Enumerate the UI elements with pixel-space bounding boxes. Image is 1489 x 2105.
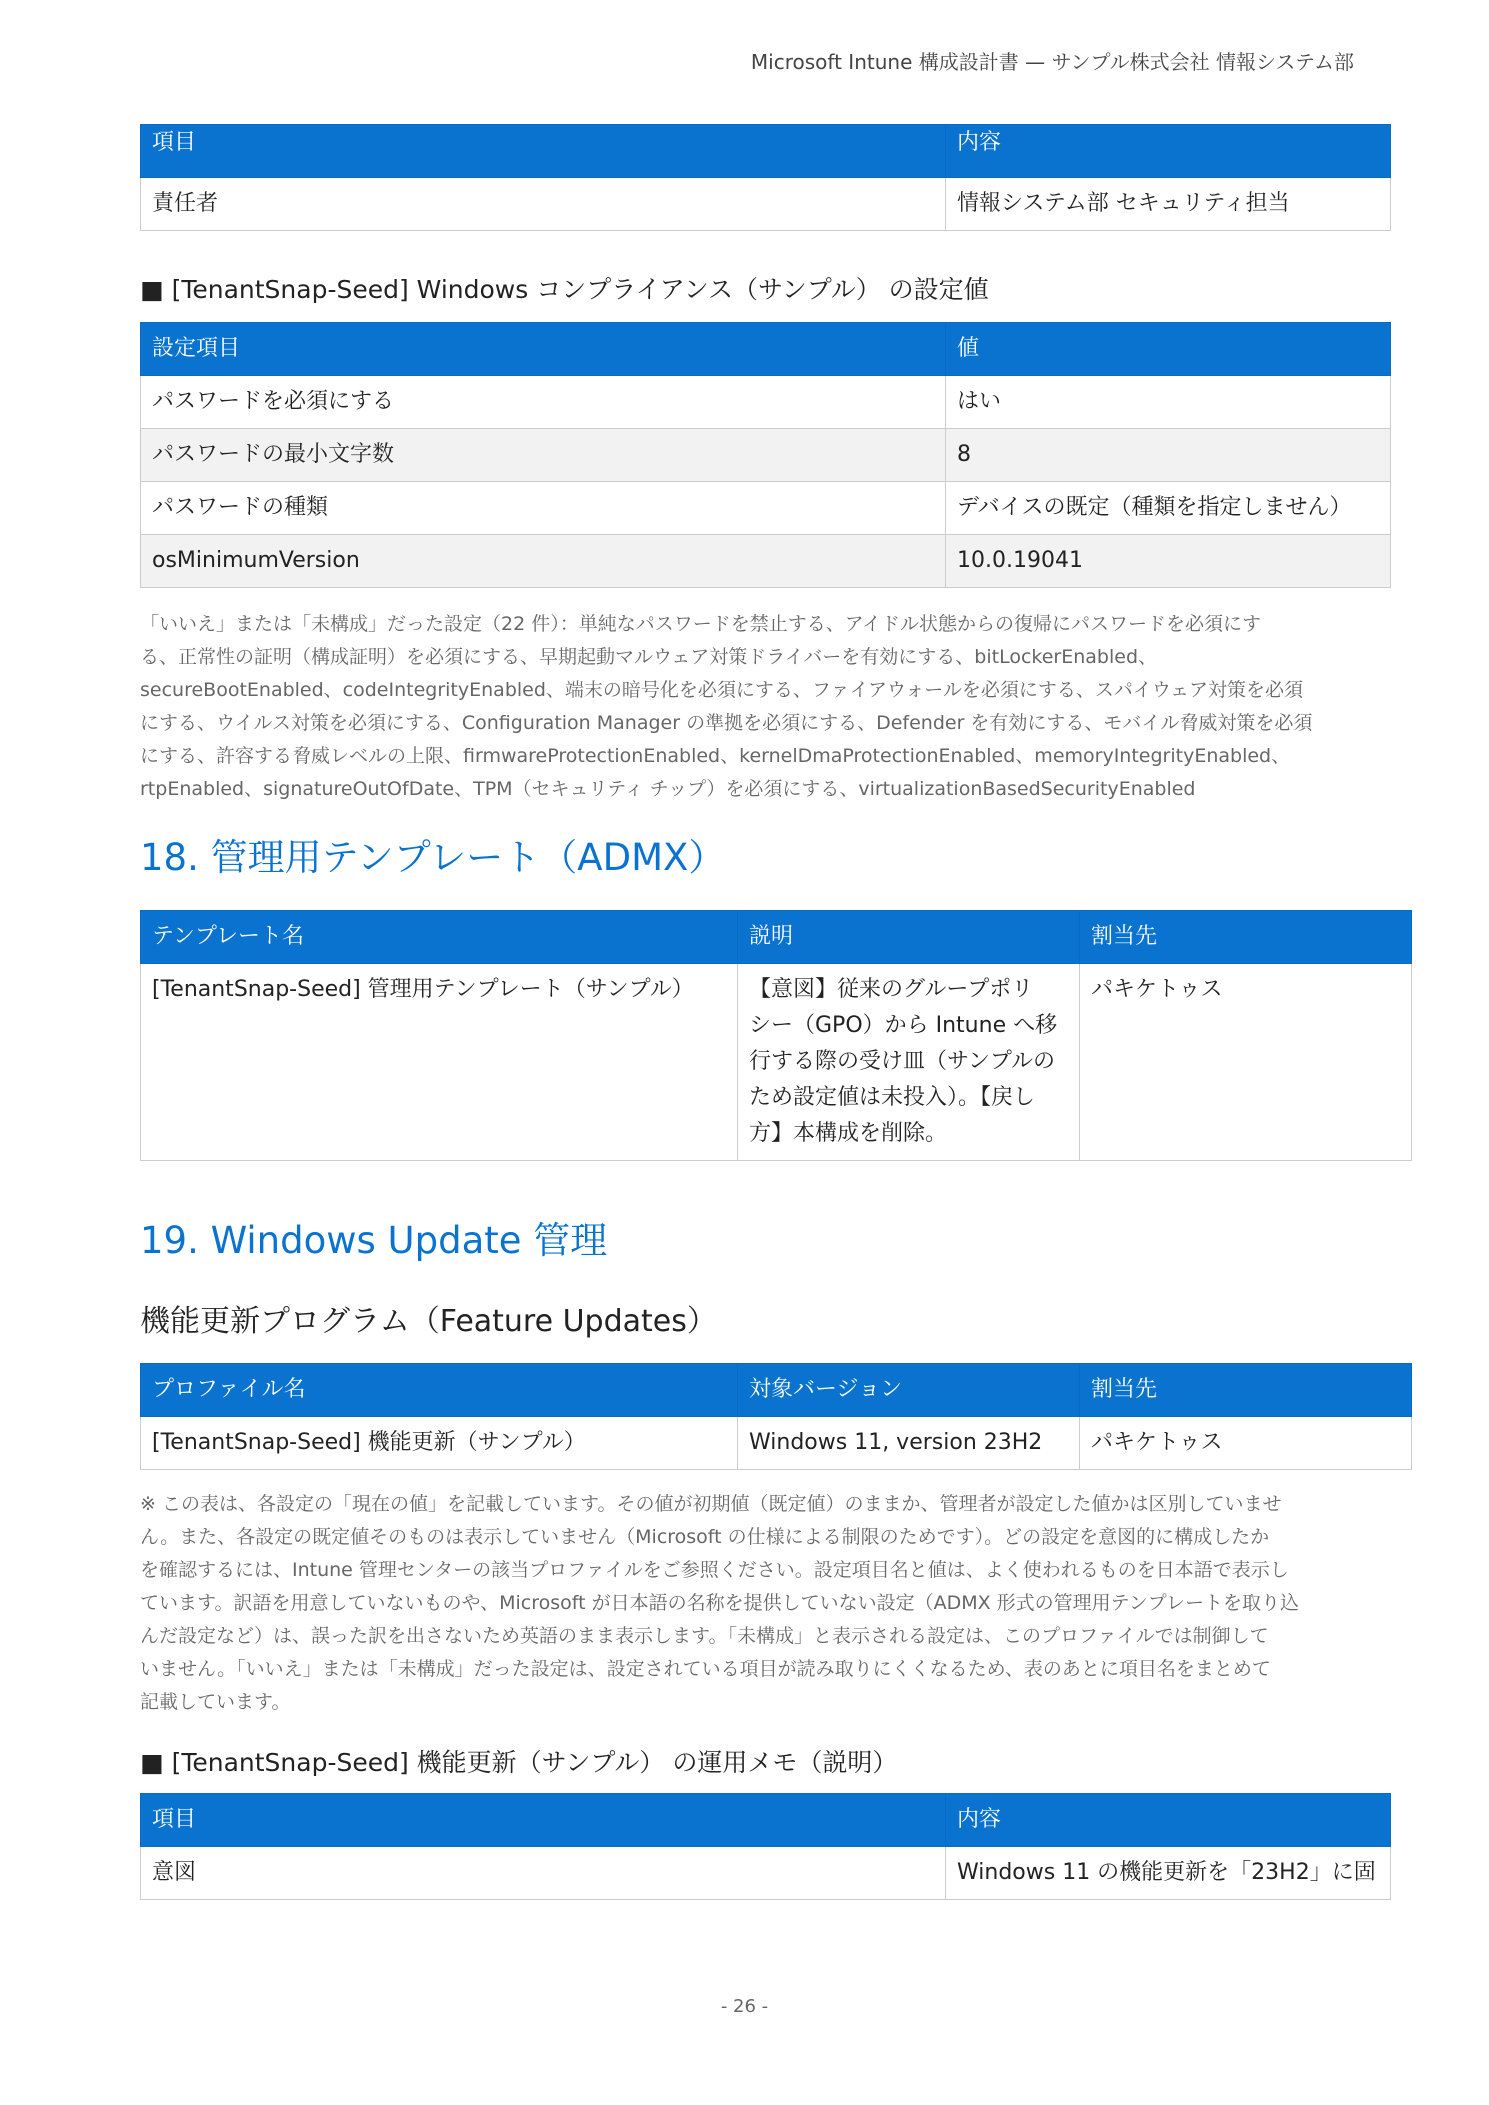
note-line: secureBootEnabled、codeIntegrityEnabled、端末の暗号化を必須にする、ファイアウォールを必須にする、スパイウェア対策を必須 [140, 679, 1304, 701]
column-header: テンプレート名 [141, 911, 738, 964]
description-line: 方】本構成を削除。 [749, 1121, 948, 1146]
column-header: プロファイル名 [141, 1364, 738, 1417]
owner-table [140, 124, 1391, 231]
column-header: 項目 [141, 1794, 946, 1847]
column-header: 割当先 [1080, 911, 1412, 964]
description-line: 行する際の受け皿（サンプルの [749, 1049, 1056, 1074]
memo-heading: ■ [TenantSnap-Seed] 機能更新（サンプル） の運用メモ（説明） [140, 1748, 898, 1777]
table-cell: 意図 [141, 1847, 946, 1900]
table-row [141, 1417, 1412, 1470]
table-header-row [141, 1794, 1391, 1847]
table-row [141, 178, 1391, 231]
table-header-row [141, 1364, 1412, 1417]
compliance-note [140, 608, 1360, 806]
column-header: 項目 [141, 125, 946, 178]
compliance-heading: ■ [TenantSnap-Seed] Windows コンプライアンス（サンプル） の設定値 [140, 275, 989, 304]
table-cell: デバイスの既定（種類を指定しません） [946, 482, 1391, 535]
description-line: シー（GPO）から Intune へ移 [749, 1013, 1058, 1038]
template-name-cell: [TenantSnap-Seed] 管理用テンプレート（サンプル） [141, 964, 738, 1161]
table-row [141, 1847, 1391, 1900]
note-line: 「いいえ」または「未構成」だった設定（22 件）：単純なパスワードを禁止する、アイドル状態からの復帰にパスワードを必須にす [140, 613, 1262, 635]
section-19-title: 19. Windows Update 管理 [140, 1219, 608, 1262]
column-header: 値 [946, 323, 1391, 376]
template-description-cell [738, 964, 1080, 1161]
table-cell: パキケトゥス [1080, 1417, 1412, 1470]
feature-updates-subtitle: 機能更新プログラム（Feature Updates） [140, 1304, 717, 1339]
document-body [140, 124, 1410, 1900]
note-line: 記載しています。 [140, 1691, 291, 1713]
column-header: 内容 [946, 1794, 1391, 1847]
table-cell: [TenantSnap-Seed] 機能更新（サンプル） [141, 1417, 738, 1470]
feature-updates-note [140, 1488, 1360, 1719]
page-number: - 26 - [720, 1996, 769, 2017]
note-line: rtpEnabled、signatureOutOfDate、TPM（セキュリティ チップ）を必須にする、virtualizationBasedSecurityEnabled [140, 778, 1196, 800]
table-cell: パスワードの最小文字数 [141, 429, 946, 482]
note-line: ています。訳語を用意していないものや、Microsoft が日本語の名称を提供していない設定（ADMX 形式の管理用テンプレートを取り込 [140, 1592, 1299, 1614]
feature-updates-table [140, 1363, 1412, 1470]
table-row [141, 482, 1391, 535]
table-cell: 8 [946, 429, 1391, 482]
section-18-title: 18. 管理用テンプレート（ADMX） [140, 836, 726, 879]
running-header: Microsoft Intune 構成設計書 — サンプル株式会社 情報システム部 [750, 50, 1354, 74]
compliance-table [140, 322, 1391, 588]
table-cell: はい [946, 376, 1391, 429]
table-row [141, 964, 1412, 1161]
note-line: ※ この表は、各設定の「現在の値」を記載しています。その値が初期値（既定値）のままか、管理者が設定した値かは区別していませ [140, 1493, 1282, 1515]
note-line: いません。「いいえ」または「未構成」だった設定は、設定されている項目が読み取りにくくなるため、表のあとに項目名をまとめて [140, 1658, 1271, 1680]
column-header: 対象バージョン [738, 1364, 1080, 1417]
column-header: 内容 [946, 125, 1391, 178]
table-row [141, 535, 1391, 588]
column-header: 説明 [738, 911, 1080, 964]
note-line: る、正常性の証明（構成証明）を必須にする、早期起動マルウェア対策ドライバーを有効にする、bitLockerEnabled、 [140, 646, 1158, 668]
table-header-row [141, 323, 1391, 376]
table-cell: osMinimumVersion [141, 535, 946, 588]
table-cell: Windows 11, version 23H2 [738, 1417, 1080, 1470]
table-header-row [141, 911, 1412, 964]
table-cell: 責任者 [141, 178, 946, 231]
description-line: ため設定値は未投入）。【戻し [749, 1085, 1036, 1110]
admx-table [140, 910, 1412, 1161]
note-line: にする、許容する脅威レベルの上限、firmwareProtectionEnabled、kernelDmaProtectionEnabled、memoryIntegrityEnabled、 [140, 745, 1291, 767]
table-cell: 10.0.19041 [946, 535, 1391, 588]
description-line: 【意図】従来のグループポリ [749, 977, 1034, 1002]
table-cell: Windows 11 の機能更新を「23H2」に固 [946, 1847, 1391, 1900]
column-header: 割当先 [1080, 1364, 1412, 1417]
assignee-cell: パキケトゥス [1080, 964, 1412, 1161]
note-line: にする、ウイルス対策を必須にする、Configuration Manager の準拠を必須にする、Defender を有効にする、モバイル脅威対策を必須 [140, 712, 1313, 734]
column-header: 設定項目 [141, 323, 946, 376]
table-row [141, 376, 1391, 429]
note-line: ん。また、各設定の既定値そのものは表示していません（Microsoft の仕様による制限のためです）。どの設定を意図的に構成したか [140, 1526, 1270, 1548]
note-line: を確認するには、Intune 管理センターの該当プロファイルをご参照ください。設定項目名と値は、よく使われるものを日本語で表示し [140, 1559, 1289, 1581]
table-header-row [141, 125, 1391, 178]
table-cell: パスワードを必須にする [141, 376, 946, 429]
table-row [141, 429, 1391, 482]
table-cell: 情報システム部 セキュリティ担当 [946, 178, 1391, 231]
note-line: んだ設定など）は、誤った訳を出さないため英語のまま表示します。「未構成」と表示される設定は、このプロファイルでは制御して [140, 1625, 1269, 1647]
table-cell: パスワードの種類 [141, 482, 946, 535]
memo-table [140, 1793, 1391, 1900]
